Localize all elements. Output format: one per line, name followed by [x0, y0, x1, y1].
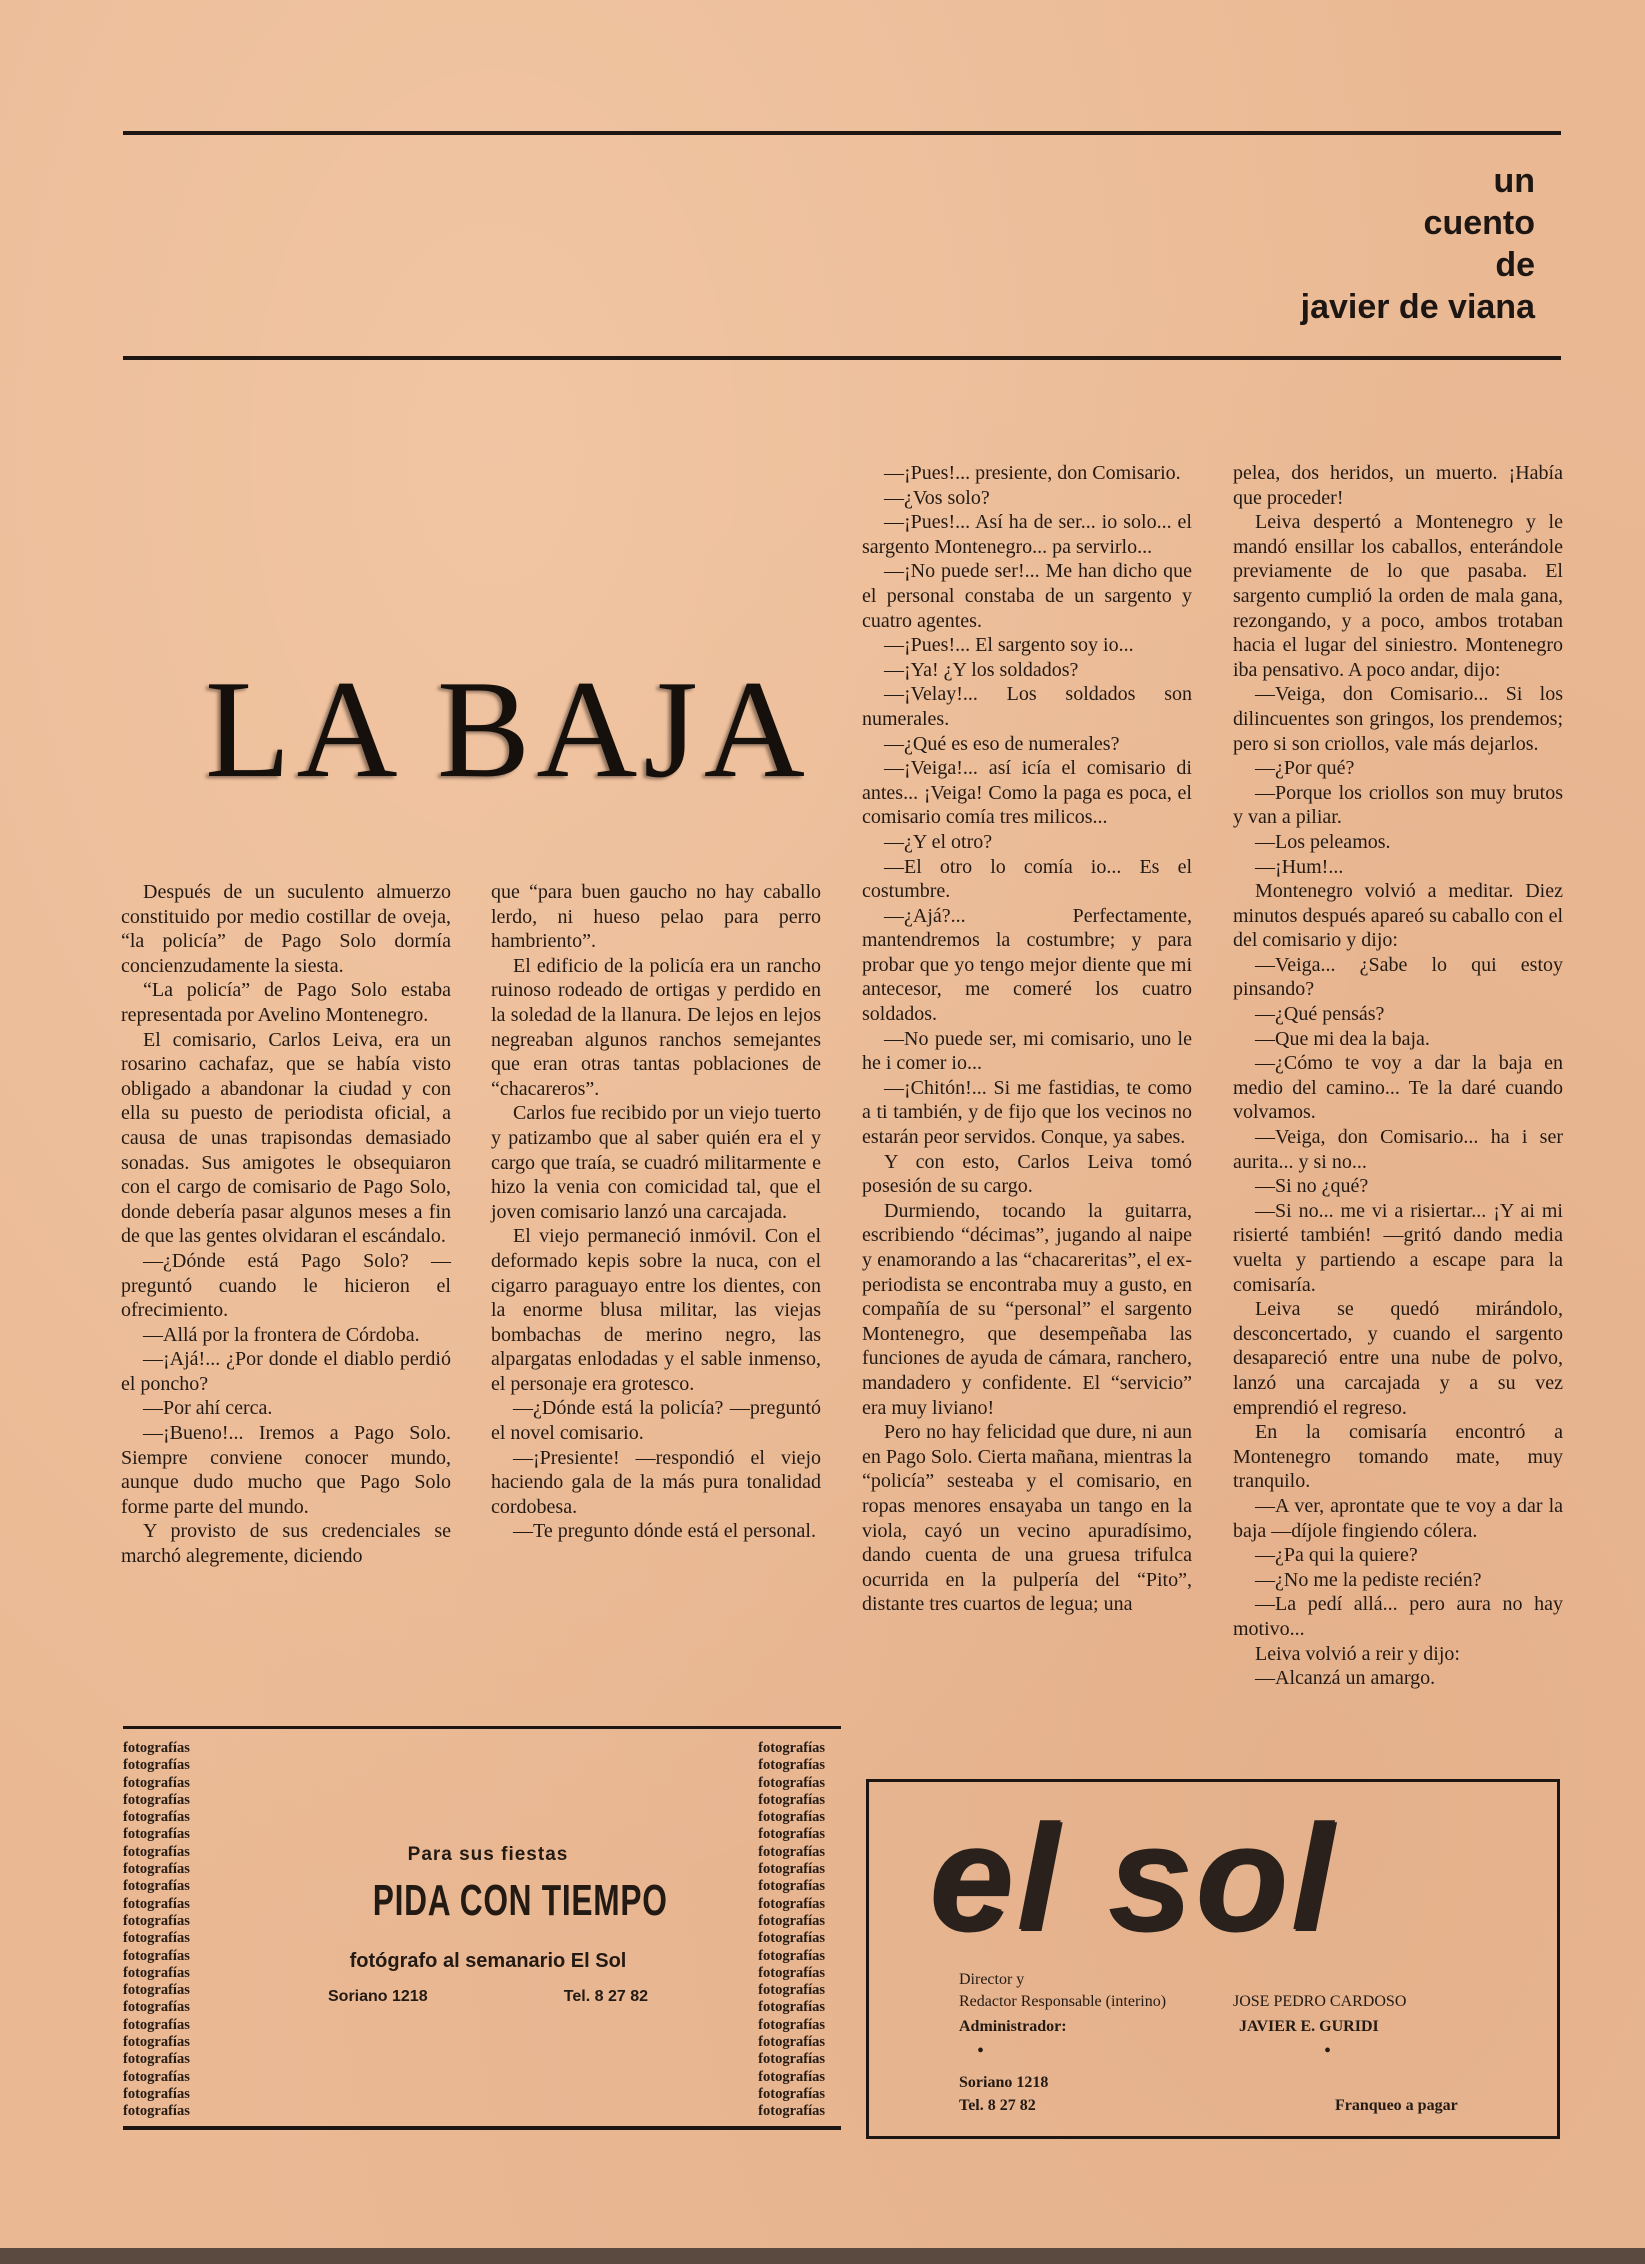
ad-top-rule — [123, 1726, 841, 1729]
story-paragraph: —¡Bueno!... Iremos a Pago Solo. Siempre conviene conocer mundo, aunque dudo mucho que Pago Solo forme parte del mundo. — [121, 1422, 451, 1518]
fotografias-word: fotografías — [758, 2085, 825, 2102]
story-paragraph: —¿Y el otro? — [884, 830, 993, 853]
byline — [1301, 160, 1535, 328]
story-paragraph: Leiva se quedó mirándolo, desconcertado, y cuando el sargento desapareció entre una nube de polvo, lanzó una carcajada y a su vez emprendió el regreso. — [1233, 1298, 1563, 1419]
fotografias-word: fotografías — [758, 1861, 825, 1878]
fotografias-word: fotografías — [123, 1843, 190, 1860]
fotografias-word: fotografías — [758, 1930, 825, 1947]
fotografias-word: fotografías — [758, 2051, 825, 2068]
fotografias-word: fotografías — [758, 1791, 825, 1808]
story-paragraph: —El otro lo comía io... Es el costumbre. — [862, 855, 1192, 903]
story-paragraph: —Los peleamos. — [1255, 830, 1391, 853]
story-paragraph: Leiva despertó a Montenegro y le mandó ensillar los caballos, enterándole previamente de lo que pasaba. El sargento cumplió la orden de mala gana, rezongando, y a poco, ambos trotaban hacia el lugar del siniestro. Montenegro iba pensativo. A poco andar, dijo: — [1233, 511, 1563, 681]
fotografias-word: fotografías — [758, 2034, 825, 2051]
fotografias-word: fotografías — [758, 2068, 825, 2085]
fotografias-word: fotografías — [123, 1757, 190, 1774]
fotografias-word: fotografías — [123, 1774, 190, 1791]
story-paragraph: El edificio de la policía era un rancho ruinoso rodeado de ortigas y perdido en la soledad de la llanura. De lejos en lejos negreaban algunos ranchos semejantes que eran otras tantas poblaciones de “chacareros”. — [491, 954, 821, 1100]
story-paragraph: —No puede ser, mi comisario, uno le he i comer io... — [862, 1027, 1192, 1075]
fotografias-word: fotografías — [758, 1826, 825, 1843]
ad-bottom-rule — [123, 2126, 841, 2130]
story-paragraph: Carlos fue recibido por un viejo tuerto y patizambo que al saber quién era el y cargo que traía, se cuadró militarmente e hizo la venia con comicidad tal, que el joven comisario lanzó una carcajada. — [491, 1102, 821, 1223]
top-rule — [123, 131, 1561, 135]
ad-tagline: Para sus fiestas — [407, 1844, 569, 1865]
fotografias-word: fotografías — [123, 2051, 190, 2068]
fotografias-word: fotografías — [758, 1757, 825, 1774]
bullet-right: • — [1324, 2040, 1332, 2062]
story-paragraph: —Porque los criollos son muy brutos y van a piliar. — [1233, 781, 1563, 829]
byline-line: de — [1495, 246, 1535, 284]
story-paragraph: —La pedí allá... pero aura no hay motivo... — [1233, 1593, 1563, 1640]
story-paragraph: que “para buen gaucho no hay caballo lerdo, ni hueso pelao para perro hambriento”. — [491, 881, 821, 953]
fotografias-word: fotografías — [123, 2016, 190, 2033]
story-column-3 — [862, 461, 1192, 1617]
el-sol-logo: el sol — [929, 1793, 1337, 1961]
story-paragraph: —Veiga... ¿Sabe lo qui estoy pinsando? — [1233, 953, 1563, 1001]
postage-note: Franqueo a pagar — [1335, 2097, 1458, 2114]
director-label-line: Director y — [959, 1971, 1025, 1988]
story-paragraph: —Te pregunto dónde está el personal. — [513, 1520, 816, 1543]
fotografias-word: fotografías — [123, 2103, 190, 2120]
ad-address: Soriano 1218 — [328, 1988, 428, 2005]
director-name: JOSE PEDRO CARDOSO — [1233, 1993, 1407, 2010]
fotografias-word: fotografías — [758, 1912, 825, 1929]
fotografias-word: fotografías — [758, 1878, 825, 1895]
fotografias-word: fotografías — [123, 1826, 190, 1843]
fotografias-word: fotografías — [758, 1809, 825, 1826]
story-paragraph: —Allá por la frontera de Córdoba. — [143, 1323, 420, 1346]
story-paragraph: —¡Pues!... El sargento soy io... — [884, 634, 1134, 657]
story-paragraph: —Alcanzá un amargo. — [1255, 1667, 1436, 1690]
fotografias-word: fotografías — [758, 1774, 825, 1791]
fotografias-left-border — [123, 1740, 190, 2121]
bullet-left: • — [977, 2040, 985, 2062]
admin-name: JAVIER E. GURIDI — [1239, 2018, 1379, 2035]
scan-edge — [0, 2248, 1645, 2264]
fotografias-word: fotografías — [123, 2034, 190, 2051]
story-paragraph: Durmiendo, tocando la guitarra, escribiendo “décimas”, jugando al naipe y enamorando a las “chacareritas”, el ex-periodista se encontraba muy a gusto, en compañía de su “personal” el sargento Montenegro, que desempeñaba las funciones de ayuda de cámara, ranchero, mandadero y confidente. El “servicio” era muy liviano! — [862, 1199, 1192, 1419]
story-column-4 — [1233, 461, 1563, 1691]
story-paragraph: Pero no hay felicidad que dure, ni aun en Pago Solo. Cierta mañana, mientras la “policía” sesteaba y el comisario, en ropas menores ensayaba un tango en la viola, cayó un vecino apuradísimo, dando cuenta de una gruesa trifulca ocurrida en la pulpería del “Pito”, distante tres cuartos de legua; una — [862, 1421, 1192, 1616]
story-paragraph: —¡Ajá!... ¿Por donde el diablo perdió el poncho? — [121, 1348, 451, 1395]
story-paragraph: pelea, dos heridos, un muerto. ¡Había que proceder! — [1233, 462, 1563, 509]
story-paragraph: —¡Chitón!... Si me fastidias, te como a ti también, y de fijo que los vecinos no estarán peor servidos. Conque, ya sabes. — [862, 1076, 1192, 1149]
story-paragraph: Montenegro volvió a meditar. Diez minutos después apareó su caballo con el del comisario y dijo: — [1233, 880, 1563, 952]
fotografias-word: fotografías — [123, 1895, 190, 1912]
byline-line: un — [1493, 162, 1535, 200]
story-paragraph: —Que mi dea la baja. — [1255, 1027, 1430, 1050]
director-label-line: Redactor Responsable (interino) — [959, 1993, 1167, 2010]
story-paragraph: —Veiga, don Comisario... ha i ser aurita... y si no... — [1233, 1126, 1563, 1173]
ad-subline: fotógrafo al semanario El Sol — [349, 1950, 627, 1972]
byline-line: cuento — [1423, 204, 1535, 242]
story-paragraph: —¿Ajá?... Perfectamente, mantendremos la costumbre; y para probar que yo tengo mejor diente que mi antecesor, me comeré los cuatro soldados. — [862, 904, 1192, 1026]
fotografias-word: fotografías — [123, 1861, 190, 1878]
story-paragraph: —Si no... me vi a risiertar... ¡Y ai mi risierté también! —gritó dando media vuelta y partiendo a escape para la comisaría. — [1233, 1199, 1563, 1296]
story-paragraph: Después de un suculento almuerzo constituido por medio costillar de oveja, “la policía” de Pago Solo dormía concienzudamente la siesta. — [121, 881, 451, 977]
fotografias-word: fotografías — [123, 1964, 190, 1981]
story-paragraph: Leiva volvió a reir y dijo: — [1255, 1642, 1460, 1665]
header-bottom-rule — [123, 356, 1561, 360]
ad-headline: PIDA CON TIEMPO — [372, 1876, 668, 1925]
photo-advertisement — [123, 1726, 841, 2132]
fotografias-word: fotografías — [123, 1878, 190, 1895]
ad-phone: Tel. 8 27 82 — [563, 1988, 648, 2005]
fotografias-word: fotografías — [758, 2016, 825, 2033]
byline-author: javier de viana — [1300, 288, 1535, 326]
fotografias-word: fotografías — [123, 1809, 190, 1826]
story-paragraph: —Por ahí cerca. — [143, 1397, 273, 1420]
story-paragraph: —¡Ya! ¿Y los soldados? — [884, 658, 1079, 681]
story-paragraph: —¡Pues!... Así ha de ser... io solo... el sargento Montenegro... pa servirlo... — [862, 511, 1192, 558]
story-paragraph: Y provisto de sus credenciales se marchó alegremente, diciendo — [121, 1520, 451, 1568]
story-paragraph: —¿Qué es eso de numerales? — [884, 732, 1120, 755]
story-paragraph: —¿Dónde está Pago Solo? —preguntó cuando le hicieron el ofrecimiento. — [121, 1249, 451, 1322]
story-paragraph: —¿No me la pediste recién? — [1255, 1568, 1482, 1591]
fotografias-word: fotografías — [758, 2103, 825, 2120]
story-paragraph: —¡Velay!... Los soldados son numerales. — [862, 683, 1192, 730]
story-column-2 — [491, 880, 821, 1544]
fotografias-word: fotografías — [758, 1740, 825, 1756]
fotografias-word: fotografías — [758, 1947, 825, 1964]
story-column-1 — [121, 880, 451, 1569]
fotografias-word: fotografías — [123, 1930, 190, 1947]
story-paragraph: —A ver, aprontate que te voy a dar la baja —díjole fingiendo cólera. — [1233, 1494, 1563, 1542]
fotografias-word: fotografías — [123, 1740, 190, 1756]
fotografias-word: fotografías — [123, 1912, 190, 1929]
fotografias-word: fotografías — [758, 1999, 825, 2016]
story-paragraph: “La policía” de Pago Solo estaba representada por Avelino Montenegro. — [121, 979, 451, 1026]
story-title: LA BAJA — [205, 652, 811, 807]
story-paragraph: Y con esto, Carlos Leiva tomó posesión de su cargo. — [862, 1150, 1192, 1198]
ad-contact — [328, 1988, 648, 2006]
story-paragraph: En la comisaría encontró a Montenegro tomando mate, muy tranquilo. — [1233, 1421, 1563, 1493]
story-paragraph: El viejo permaneció inmóvil. Con el deformado kepis sobre la nuca, con el cigarro paraguayo entre los dientes, con la enorme blusa militar, las viejas bombachas de merino negro, las alpargatas enlodadas y el sable inmenso, el personaje era grotesco. — [491, 1225, 821, 1395]
story-paragraph: —¿Vos solo? — [884, 486, 990, 509]
fotografias-word: fotografías — [123, 1999, 190, 2016]
fotografias-word: fotografías — [123, 1982, 190, 1999]
story-paragraph: El comisario, Carlos Leiva, era un rosarino cachafaz, que se había visto obligado a abandonar la ciudad y con ella su puesto de periodista oficial, a causa de unas trapisondas demasiado sonadas. Sus amigotes le obsequiaron con el cargo de comisario de Pago Solo, donde debería pasar algunos meses a fin de que las gentes olvidaran el escándalo. — [121, 1028, 451, 1248]
story-paragraph: —¡No puede ser!... Me han dicho que el personal constaba de un sargento y cuatro agentes. — [862, 560, 1192, 632]
admin-label: Administrador: — [959, 2018, 1067, 2035]
story-paragraph: —¡Hum!... — [1255, 855, 1344, 878]
masthead-address: Soriano 1218 — [959, 2074, 1049, 2091]
story-paragraph: —¡Veiga!... así icía el comisario di antes... ¡Veiga! Como la paga es poca, el comisario comía tres milicos... — [862, 757, 1192, 829]
story-paragraph: —Si no ¿qué? — [1255, 1175, 1369, 1198]
story-paragraph: —¡Pues!... presiente, don Comisario. — [884, 462, 1181, 484]
fotografias-word: fotografías — [758, 1982, 825, 1999]
fotografias-word: fotografías — [758, 1895, 825, 1912]
fotografias-word: fotografías — [123, 2085, 190, 2102]
story-paragraph: —¿Cómo te voy a dar la baja en medio del camino... Te la daré cuando volvamos. — [1233, 1052, 1563, 1124]
fotografias-right-border — [758, 1740, 825, 2121]
story-paragraph: —¿Dónde está la policía? —preguntó el novel comisario. — [491, 1397, 821, 1445]
story-paragraph: —¿Qué pensás? — [1255, 1003, 1385, 1026]
masthead-phone: Tel. 8 27 82 — [959, 2097, 1036, 2114]
fotografias-word: fotografías — [758, 1964, 825, 1981]
story-paragraph: —¡Presiente! —respondió el viejo haciendo gala de la más pura tonalidad cordobesa. — [491, 1446, 821, 1518]
fotografias-word: fotografías — [123, 2068, 190, 2085]
masthead-box — [866, 1779, 1560, 2139]
director-label — [959, 1969, 1166, 2013]
story-paragraph: —¿Por qué? — [1255, 757, 1355, 780]
fotografias-word: fotografías — [123, 1947, 190, 1964]
fotografias-word: fotografías — [758, 1843, 825, 1860]
story-paragraph: —¿Pa qui la quiere? — [1255, 1544, 1418, 1567]
fotografias-word: fotografías — [123, 1791, 190, 1808]
story-paragraph: —Veiga, don Comisario... Si los dilincuentes son gringos, los prendemos; pero si son criollos, vale más dejarlos. — [1233, 683, 1563, 755]
